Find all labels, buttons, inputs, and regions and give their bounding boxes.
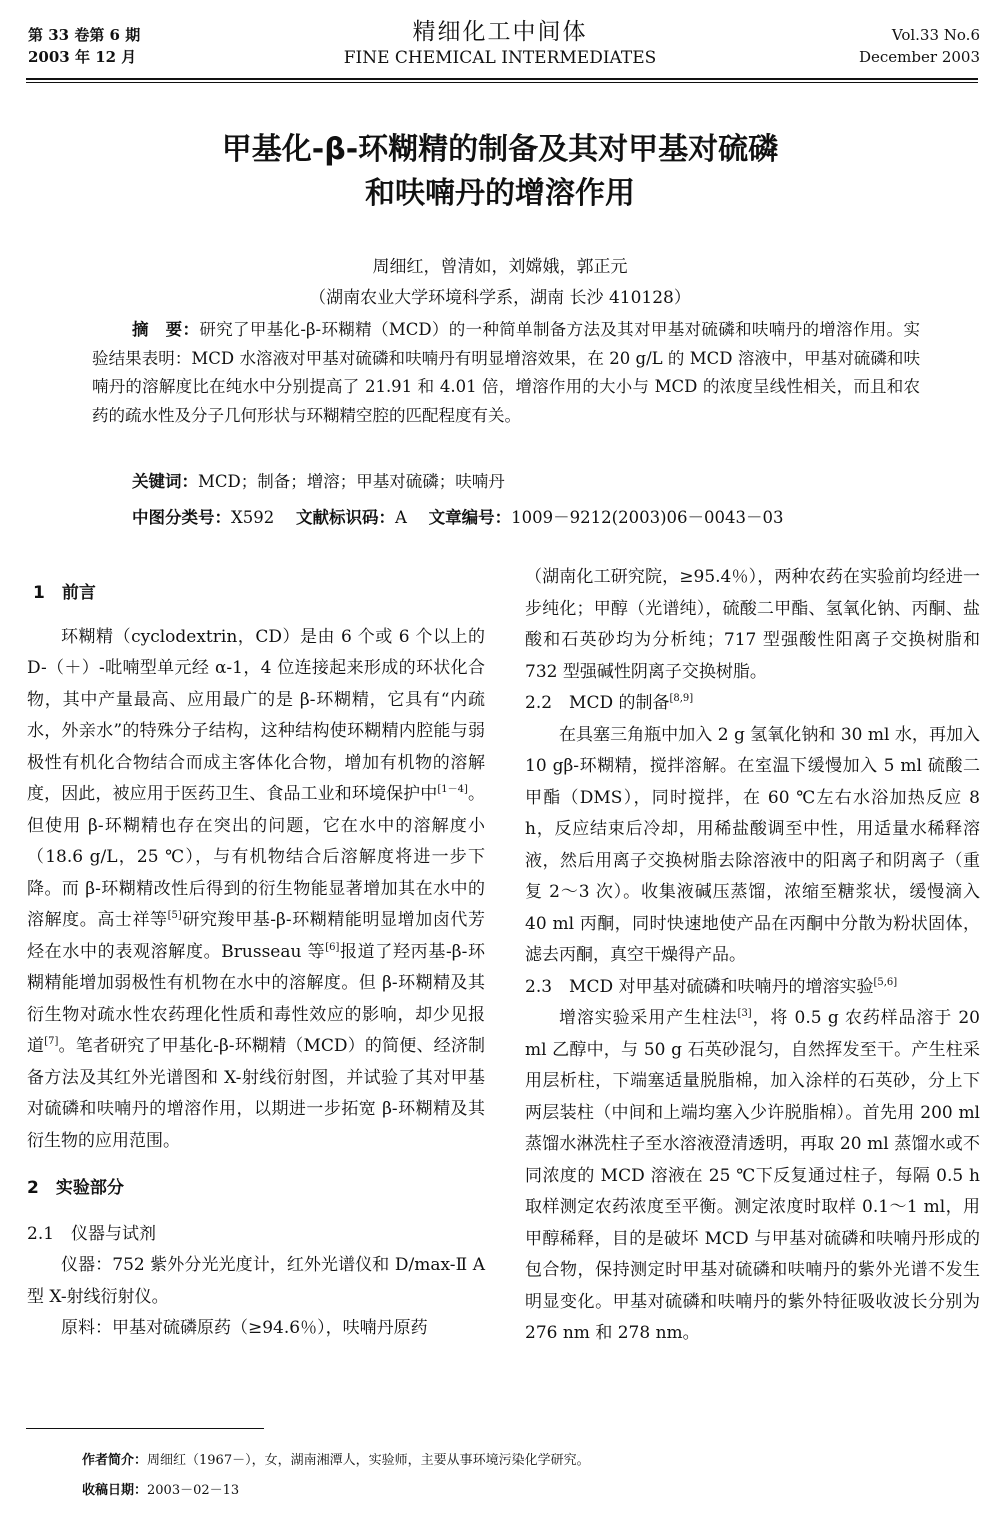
received-value: 2003－02－13 — [147, 1483, 240, 1498]
instruments-paragraph: 仪器：752 紫外分光光度计，红外光谱仪和 D/max-Ⅱ A 型 X-射线衍射仪。 — [27, 1255, 485, 1307]
doc-code-label: 文献标识码： — [296, 508, 395, 527]
date-cn: 2003 年 12 月 — [28, 48, 137, 66]
classification — [132, 504, 932, 528]
volume-en: Vol.33 No.6 — [891, 26, 980, 44]
cls-value: X592 — [231, 508, 275, 527]
journal-name-en: FINE CHEMICAL INTERMEDIATES — [343, 48, 657, 68]
title-line-2: 和呋喃丹的增溶作用 — [365, 176, 635, 211]
subsection-heading-instruments: 2.1 仪器与试剂 — [27, 1223, 157, 1244]
keywords-label: 关键词： — [132, 472, 198, 491]
citation: [5] — [167, 910, 182, 921]
affiliation: （湖南农业大学环境科学系，湖南 长沙 410128） — [309, 288, 691, 308]
abstract-label: 摘 要： — [132, 320, 200, 339]
footnote-rule — [26, 1428, 264, 1429]
journal-title — [250, 18, 750, 70]
citation: [6] — [325, 941, 340, 953]
abstract — [92, 316, 920, 430]
citation: [7] — [44, 1036, 59, 1047]
author-bio — [82, 1452, 962, 1470]
left-column — [27, 578, 485, 1345]
issue-info-cn — [28, 24, 140, 68]
subsection-heading-preparation: 2.2 MCD 的制备[8,9] — [525, 693, 694, 713]
cls-label: 中图分类号： — [132, 508, 231, 527]
received-label: 收稿日期： — [82, 1483, 148, 1498]
issue-info-en — [859, 24, 980, 68]
solubilization-paragraph: 增溶实验采用产生柱法[3]，将 0.5 g 农药样品溶于 20 ml 乙醇中，与 50 g 石英砂混匀，自然挥发至干。产生柱采用层析柱，下端塞适量脱脂棉，加入涂样的石英砂，分上下两层装柱（中间和上端均塞入少许脱脂棉）。首先用 200 ml 蒸馏水淋洗柱子至水溶液澄清透明，再取 20 ml 蒸馏水或不同浓度的 MCD 溶液在 25 ℃下反复通过柱子，每隔 0.5 h 取样测定农药浓度至平衡。测定浓度时取样 0.1～1 ml，用甲醇稀释，目的是破坏 MCD 与甲基对硫磷和呋喃丹形成的包合物，保持测定时甲基对硫磷和呋喃丹的紫外光谱不发生明显变化。甲基对硫磷和呋喃丹的紫外特征吸收波长分别为 276 nm 和 278 nm。 — [525, 1008, 980, 1343]
journal-name-cn: 精细化工中间体 — [412, 19, 588, 45]
article-title — [80, 128, 920, 216]
section-heading-experiment: 2 实验部分 — [27, 1178, 124, 1198]
authors: 周细红，曾清如，刘嫦娥，郭正元 — [372, 257, 628, 277]
citation: [8,9] — [669, 693, 694, 704]
materials-continued: （湖南化工研究院，≥95.4％），两种农药在实验前均经进一步纯化；甲醇（光谱纯），硫酸二甲酯、氢氧化钠、丙酮、盐酸和石英砂均为分析纯；717 型强酸性阳离子交换树脂和 732 型强碱性阴离子交换树脂。 — [525, 567, 980, 682]
keywords-text: MCD；制备；增溶；甲基对硫磷；呋喃丹 — [198, 472, 505, 491]
header-rule — [26, 78, 978, 80]
keywords — [132, 468, 922, 492]
intro-paragraph: 环糊精（cyclodextrin，CD）是由 6 个或 6 个以上的 D-（＋）-吡喃型单元经 α-1，4 位连接起来形成的环状化合物，其中产量最高、应用最广的是 β-环糊精，它具有“内疏水，外亲水”的特殊分子结构，这种结构使环糊精内腔能与弱极性有机化合物结合而成主客体化合物，增加有机物的溶解度，因此，被应用于医药卫生、食品工业和环境保护中[1－4]。但使用 β-环糊精也存在突出的问题，它在水中的溶解度小（18.6 g/L，25 ℃），与有机物结合后溶解度将进一步下降。而 β-环糊精改性后得到的衍生物能显著增加其在水中的溶解度。高士祥等[5]研究羧甲基-β-环糊精能明显增加卤代芳烃在水中的表观溶解度。Brusseau 等[6]报道了羟丙基-β-环糊精能增加弱极性有机物在水中的溶解度。但 β-环糊精及其衍生物对疏水性农药理化性质和毒性效应的影响，却少见报道[7]。笔者研究了甲基化-β-环糊精（MCD）的简便、经济制备方法及其红外光谱图和 X-射线衍射图，并试验了其对甲基对硫磷和呋喃丹的增溶作用，以期进一步拓宽 β-环糊精及其衍生物的应用范围。 — [27, 626, 486, 1151]
bio-text: 周细红（1967－），女，湖南湘潭人，实验师，主要从事环境污染化学研究。 — [147, 1453, 590, 1468]
article-no-value: 1009－9212(2003)06－0043－03 — [511, 508, 784, 527]
subsection-heading-solubilization: 2.3 MCD 对甲基对硫磷和呋喃丹的增溶实验[5,6] — [525, 976, 898, 997]
preparation-paragraph: 在具塞三角瓶中加入 2 g 氢氧化钠和 30 ml 水，再加入 10 gβ-环糊精，搅拌溶解。在室温下缓慢加入 5 ml 硫酸二甲酯（DMS），同时搅拌，在 60 ℃左右水浴加热反应 8 h，反应结束后冷却，用稀盐酸调至中性，用适量水稀释溶液，然后用离子交换树脂去除溶液中的阳离子和阴离子（重复 2～3 次）。收集液碱压蒸馏，浓缩至糖浆状，缓慢滴入 40 ml 丙酮，同时快速地使产品在丙酮中分散为粉状固体，滤去丙酮，真空干燥得产品。 — [525, 724, 980, 965]
date-en: December 2003 — [859, 48, 980, 66]
citation: [3] — [737, 1008, 752, 1019]
doc-code-value: A — [395, 508, 407, 527]
citation: [5,6] — [873, 976, 898, 988]
bio-label: 作者简介： — [82, 1453, 148, 1468]
volume-cn: 第 33 卷第 6 期 — [28, 26, 141, 44]
section-heading-intro: 1 前言 — [33, 583, 96, 603]
citation: [1－4] — [437, 784, 468, 795]
received-date — [82, 1482, 962, 1500]
materials-paragraph: 原料：甲基对硫磷原药（≥94.6％），呋喃丹原药 — [61, 1318, 428, 1338]
abstract-text: 研究了甲基化-β-环糊精（MCD）的一种简单制备方法及其对甲基对硫磷和呋喃丹的增溶作用。实验结果表明：MCD 水溶液对甲基对硫磷和呋喃丹有明显增溶效果，在 20 g/L 的 MCD 溶液中，甲基对硫磷和呋喃丹的溶解度比在纯水中分别提高了 21.91 和 4.01 倍，增溶作用的大小与 MCD 的浓度呈线性相关，而且和农药的疏水性及分子几何形状与环糊精空腔的匹配程度有关。 — [92, 320, 920, 425]
article-no-label: 文章编号： — [428, 508, 512, 527]
header-rule-thin — [26, 82, 978, 83]
right-column — [525, 562, 980, 1350]
title-line-1: 甲基化-β-环糊精的制备及其对甲基对硫磷 — [221, 132, 779, 167]
